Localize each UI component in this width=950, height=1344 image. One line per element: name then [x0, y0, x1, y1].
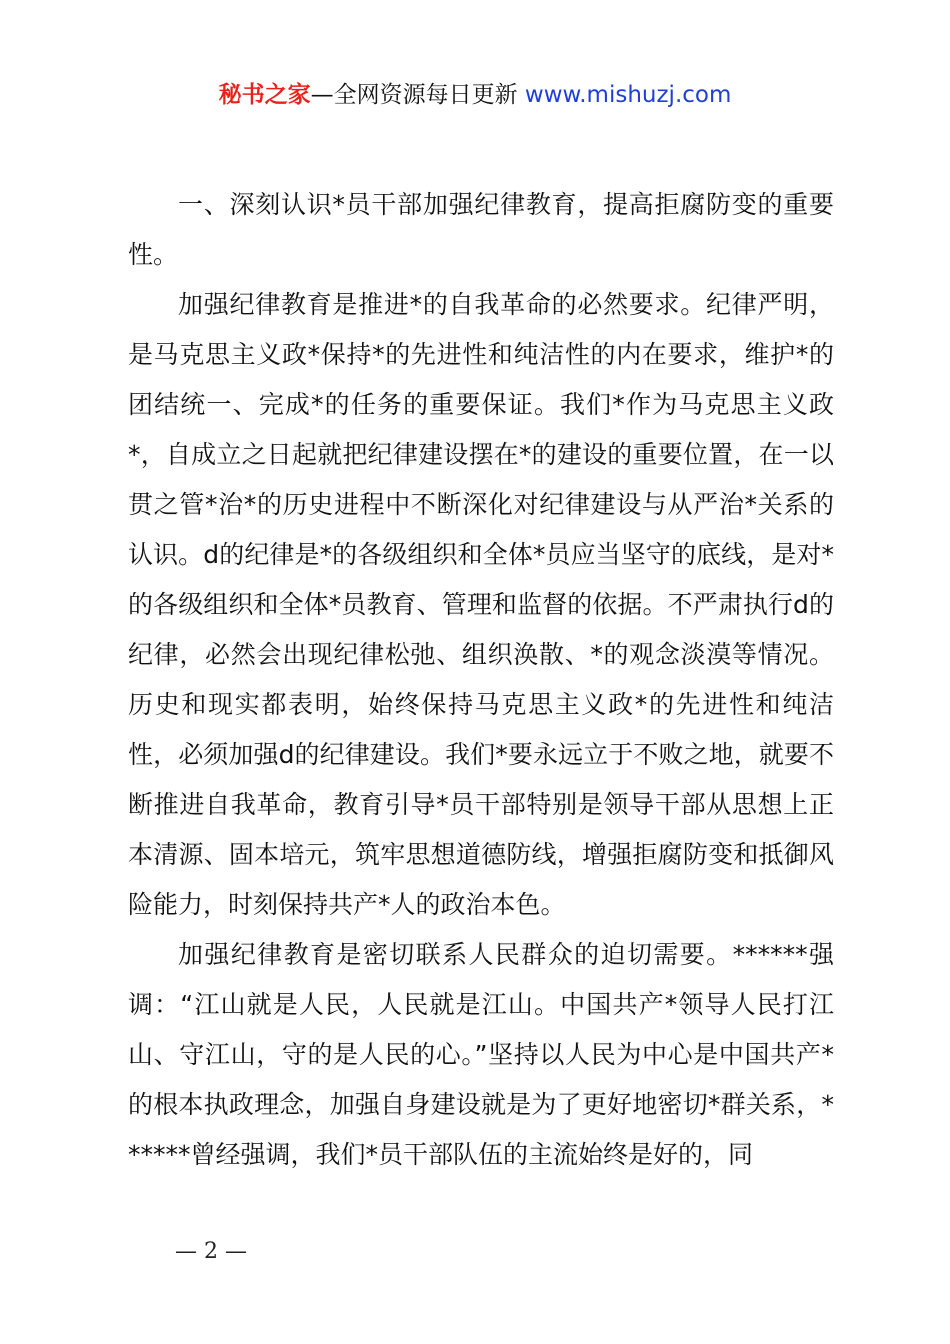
section-heading: 一、深刻认识*员干部加强纪律教育，提高拒腐防变的重要性。: [128, 190, 834, 269]
page-header: [0, 78, 950, 112]
page-number: — 2 —: [175, 1239, 247, 1264]
body-paragraph: 加强纪律教育是推进*的自我革命的必然要求。纪律严明，是马克思主义政*保持*的先进性和纯洁性的内在要求，维护*的团结统一、完成*的任务的重要保证。我们*作为马克思主义政*，自成立之日起就把纪律建设摆在*的建设的重要位置，在一以贯之管*治*的历史进程中不断深化对纪律建设与从严治*关系的认识。d的纪律是*的各级组织和全体*员应当坚守的底线，是对*的各级组织和全体*员教育、管理和监督的依据。不严肃执行d的纪律，必然会出现纪律松弛、组织涣散、*的观念淡漠等情况。历史和现实都表明，始终保持马克思主义政*的先进性和纯洁性，必须加强d的纪律建设。我们*要永远立于不败之地，就要不断推进自我革命，教育引导*员干部特别是领导干部从思想上正本清源、固本培元，筑牢思想道德防线，增强拒腐防变和抵御风险能力，时刻保持共产*人的政治本色。: [128, 290, 834, 919]
website-link[interactable]: www.mishuzj.com: [524, 82, 732, 108]
document-body: [128, 180, 834, 1180]
body-paragraph: 加强纪律教育是密切联系人民群众的迫切需要。******强调：“江山就是人民，人民就是江山。中国共产*领导人民打江山、守江山，守的是人民的心。”坚持以人民为中心是中国共产*的根本执政理念，加强自身建设就是为了更好地密切*群关系，******曾经强调，我们*员干部队伍的主流始终是好的，同: [128, 940, 834, 1169]
header-slogan: —全网资源每日更新: [310, 82, 525, 108]
brand-name: 秘书之家: [218, 82, 311, 108]
